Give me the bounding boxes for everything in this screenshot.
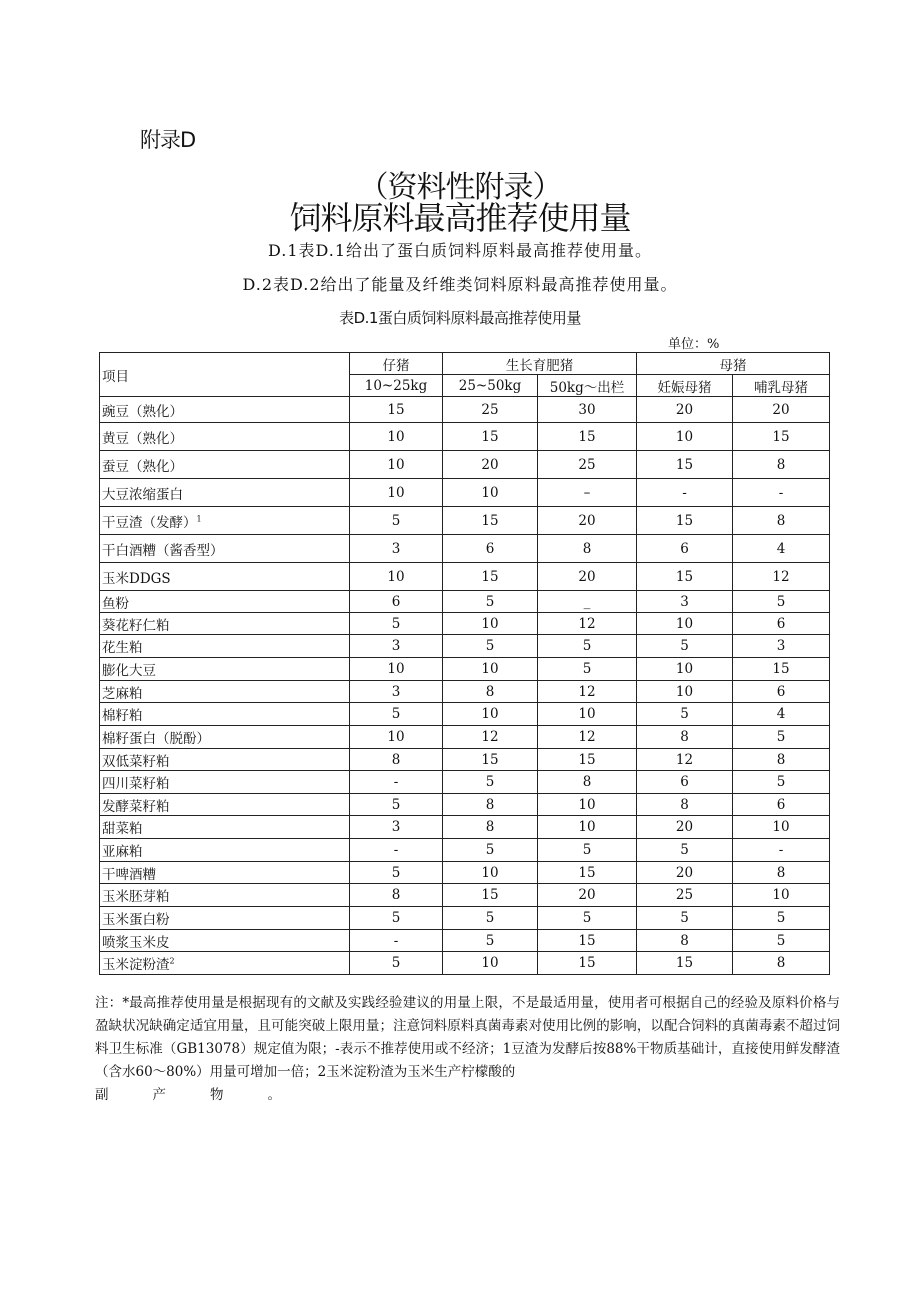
table-row (100, 930, 830, 952)
row-value: 6 (733, 794, 830, 816)
row-value: - (733, 839, 830, 862)
row-value: 5 (637, 907, 733, 930)
row-value: 10 (350, 423, 443, 451)
row-value: 10 (538, 703, 637, 726)
row-value: 15 (733, 423, 830, 451)
row-value: - (733, 479, 830, 507)
row-name (100, 681, 350, 703)
table-row (100, 397, 830, 423)
row-name (100, 658, 350, 681)
row-value: 10 (443, 479, 538, 507)
row-name-text: 大豆浓缩蛋白 (102, 486, 183, 503)
row-value: 8 (443, 816, 538, 839)
table-row (100, 816, 830, 839)
row-value: 12 (538, 613, 637, 635)
row-value: 5 (538, 635, 637, 658)
row-value: 20 (538, 884, 637, 907)
row-name-text: 玉米DDGS (102, 570, 171, 587)
row-value: 5 (637, 635, 733, 658)
row-value: 8 (538, 535, 637, 563)
row-name (100, 839, 350, 862)
row-name-text: 棉籽粕 (102, 708, 143, 724)
row-value: 12 (538, 726, 637, 749)
row-value: 12 (538, 681, 637, 703)
row-name-text: 膨化大豆 (102, 663, 156, 679)
row-value: 15 (637, 952, 733, 975)
row-name (100, 952, 350, 975)
row-name-text: 鱼粉 (102, 595, 129, 612)
row-value: 5 (733, 771, 830, 794)
row-value: 15 (637, 451, 733, 479)
row-value: 10 (350, 726, 443, 749)
row-value: 5 (538, 839, 637, 862)
row-value: 8 (637, 726, 733, 749)
row-value: 5 (538, 907, 637, 930)
row-name (100, 703, 350, 726)
row-value: 8 (443, 794, 538, 816)
row-value: 10 (637, 613, 733, 635)
header-col-2: 25~50kg (443, 375, 538, 397)
row-value: 10 (733, 884, 830, 907)
row-name (100, 423, 350, 451)
row-name-text: 喷浆玉米皮 (102, 934, 170, 951)
row-value: - (637, 479, 733, 507)
table-row (100, 771, 830, 794)
row-value: 8 (733, 952, 830, 975)
table-row (100, 479, 830, 507)
feed-table (99, 352, 830, 975)
row-value: 20 (637, 397, 733, 423)
row-value: 25 (443, 397, 538, 423)
row-value: 15 (538, 952, 637, 975)
table-row (100, 884, 830, 907)
row-value: - (350, 930, 443, 952)
row-name (100, 794, 350, 816)
row-value: 20 (538, 507, 637, 535)
table-row (100, 726, 830, 749)
footnote-marker: 1 (196, 514, 202, 523)
row-name-text: 玉米蛋白粉 (102, 912, 170, 928)
table-row (100, 507, 830, 535)
row-name-text: 干啤酒糟 (102, 866, 156, 883)
row-name-text: 亚麻粕 (102, 844, 143, 860)
row-value: 8 (350, 749, 443, 771)
row-value: 20 (637, 816, 733, 839)
row-name-text: 双低菜籽粕 (102, 753, 170, 770)
row-value: 8 (733, 862, 830, 884)
row-value: 3 (637, 591, 733, 613)
row-value: 20 (733, 397, 830, 423)
table-title: 表D.1蛋白质饲料原料最高推荐使用量 (339, 309, 581, 327)
row-value: 20 (443, 451, 538, 479)
row-value: 5 (350, 952, 443, 975)
row-name (100, 507, 350, 535)
intro-line-2: D.2表D.2给出了能量及纤维类饲料原料最高推荐使用量。 (242, 275, 678, 294)
row-value: 10 (637, 423, 733, 451)
row-value: 5 (350, 613, 443, 635)
row-value: 5 (733, 591, 830, 613)
row-value: 6 (637, 771, 733, 794)
row-value: 5 (443, 930, 538, 952)
header-grower: 生长育肥猪 (443, 353, 637, 375)
row-value: 6 (733, 681, 830, 703)
row-value: 6 (637, 535, 733, 563)
row-value: 5 (733, 907, 830, 930)
row-value: 30 (538, 397, 637, 423)
row-name-text: 甜菜粕 (102, 821, 143, 837)
table-row (100, 681, 830, 703)
header-sow: 母猪 (637, 353, 830, 375)
row-value: 6 (733, 613, 830, 635)
header-piglet: 仔猪 (350, 353, 443, 375)
row-value: 15 (538, 749, 637, 771)
row-value: _ (538, 591, 637, 613)
row-name (100, 930, 350, 952)
header-col-5: 哺乳母猪 (733, 375, 830, 397)
row-value: 10 (443, 613, 538, 635)
row-value: 15 (637, 507, 733, 535)
row-name-text: 黄豆（熟化） (102, 430, 183, 447)
row-name (100, 479, 350, 507)
row-value: 12 (637, 749, 733, 771)
row-value: 15 (443, 749, 538, 771)
table-row (100, 591, 830, 613)
row-value: 15 (538, 930, 637, 952)
appendix-label: 附录D (140, 128, 196, 152)
table-row (100, 635, 830, 658)
row-name-text: 四川菜籽粕 (102, 776, 170, 792)
table-row (100, 703, 830, 726)
table-row (100, 839, 830, 862)
row-value: - (350, 771, 443, 794)
row-name (100, 749, 350, 771)
row-name-text: 发酵菜籽粕 (102, 798, 170, 815)
table-row (100, 613, 830, 635)
row-name (100, 862, 350, 884)
row-value: 5 (443, 635, 538, 658)
table-row (100, 535, 830, 563)
row-value: 8 (637, 794, 733, 816)
row-value: 15 (350, 397, 443, 423)
row-value: 10 (538, 816, 637, 839)
header-col-4: 妊娠母猪 (637, 375, 733, 397)
row-name (100, 397, 350, 423)
row-value: 5 (350, 794, 443, 816)
table-row (100, 451, 830, 479)
table-row (100, 563, 830, 591)
row-value: 5 (350, 862, 443, 884)
row-value: 5 (350, 507, 443, 535)
row-name (100, 816, 350, 839)
row-name-text: 葵花籽仁粕 (102, 617, 170, 634)
row-name (100, 907, 350, 930)
row-value: 3 (350, 816, 443, 839)
row-value: 10 (443, 862, 538, 884)
row-name-text: 干豆渣（发酵） (102, 514, 197, 531)
row-value: 10 (443, 952, 538, 975)
row-value: 25 (538, 451, 637, 479)
row-name-text: 玉米淀粉渣 (102, 957, 170, 973)
row-name-text: 蚕豆（熟化） (102, 458, 183, 475)
row-name-text: 花生粕 (102, 640, 143, 656)
row-name (100, 535, 350, 563)
row-value: 8 (538, 771, 637, 794)
row-value: 5 (350, 907, 443, 930)
row-name (100, 771, 350, 794)
row-value: – (538, 479, 637, 507)
row-value: 10 (733, 816, 830, 839)
row-value: 5 (637, 703, 733, 726)
row-value: 10 (637, 681, 733, 703)
row-value: 15 (538, 423, 637, 451)
row-value: 15 (443, 563, 538, 591)
row-name-text: 玉米胚芽粕 (102, 889, 170, 905)
table-row (100, 794, 830, 816)
row-value: 5 (733, 726, 830, 749)
row-name (100, 451, 350, 479)
row-value: - (350, 839, 443, 862)
row-value: 4 (733, 703, 830, 726)
row-value: 3 (350, 535, 443, 563)
row-value: 15 (538, 862, 637, 884)
row-value: 8 (733, 451, 830, 479)
table-row (100, 907, 830, 930)
row-name (100, 726, 350, 749)
row-value: 10 (443, 703, 538, 726)
row-value: 10 (350, 658, 443, 681)
row-value: 5 (733, 930, 830, 952)
unit-label: 单位：% (668, 337, 720, 352)
row-value: 20 (637, 862, 733, 884)
row-name (100, 591, 350, 613)
row-value: 5 (350, 703, 443, 726)
row-value: 8 (733, 507, 830, 535)
page-title: 饲料原料最高推荐使用量 (289, 199, 631, 237)
table-row (100, 862, 830, 884)
row-name-text: 芝麻粕 (102, 685, 143, 702)
row-value: 8 (733, 749, 830, 771)
table-row (100, 749, 830, 771)
table-notes (95, 992, 840, 1107)
table-row (100, 658, 830, 681)
subtitle: （资料性附录） (358, 170, 562, 205)
intro-line-1: D.1表D.1给出了蛋白质饲料原料最高推荐使用量。 (267, 241, 653, 260)
row-value: 5 (443, 591, 538, 613)
header-item: 项目 (100, 353, 350, 397)
header-row-1 (100, 353, 830, 375)
row-value: 5 (443, 771, 538, 794)
row-value: 15 (443, 884, 538, 907)
row-name-text: 豌豆（熟化） (102, 403, 183, 420)
row-value: 6 (443, 535, 538, 563)
row-value: 15 (637, 563, 733, 591)
notes-last-line: 副产物。 (95, 1087, 325, 1103)
row-value: 15 (733, 658, 830, 681)
row-name-text: 棉籽蛋白（脱酚） (102, 731, 210, 747)
row-value: 10 (443, 658, 538, 681)
row-name (100, 563, 350, 591)
table-row (100, 952, 830, 975)
row-value: 3 (733, 635, 830, 658)
row-value: 6 (350, 591, 443, 613)
row-value: 4 (733, 535, 830, 563)
row-value: 15 (443, 423, 538, 451)
row-value: 5 (443, 907, 538, 930)
row-value: 5 (637, 839, 733, 862)
row-name (100, 884, 350, 907)
row-value: 10 (350, 479, 443, 507)
row-value: 20 (538, 563, 637, 591)
row-name (100, 613, 350, 635)
row-value: 10 (538, 794, 637, 816)
row-value: 12 (443, 726, 538, 749)
row-name-text: 干白酒糟（酱香型） (102, 542, 224, 559)
row-value: 5 (443, 839, 538, 862)
row-value: 10 (350, 451, 443, 479)
row-value: 25 (637, 884, 733, 907)
row-value: 10 (350, 563, 443, 591)
row-name (100, 635, 350, 658)
notes-body: 注：*最高推荐使用量是根据现有的文献及实践经验建议的用量上限，不是最适用量，使用者可根据自己的经验及原料价格与盈缺状况缺确定适宜用量，且可能突破上限用量；注意饲料原料真菌毒素对使用比例的影响，以配合饲料的真菌毒素不超过饲料卫生标准（GB13078）规定值为限；-表示不推荐使用或不经济；1豆渣为发酵后按88%干物质基础计，直接使用鲜发酵渣（含水60～80%）用量可增加一倍；2玉米淀粉渣为玉米生产柠檬酸的 (95, 995, 840, 1080)
row-value: 8 (443, 681, 538, 703)
row-value: 10 (637, 658, 733, 681)
row-value: 12 (733, 563, 830, 591)
row-value: 15 (443, 507, 538, 535)
row-value: 8 (637, 930, 733, 952)
row-value: 3 (350, 681, 443, 703)
row-value: 3 (350, 635, 443, 658)
footnote-marker: 2 (169, 956, 175, 966)
table-row (100, 423, 830, 451)
header-col-1: 10~25kg (350, 375, 443, 397)
row-value: 5 (538, 658, 637, 681)
row-value: 8 (350, 884, 443, 907)
header-col-3: 50kg～出栏 (538, 375, 637, 397)
